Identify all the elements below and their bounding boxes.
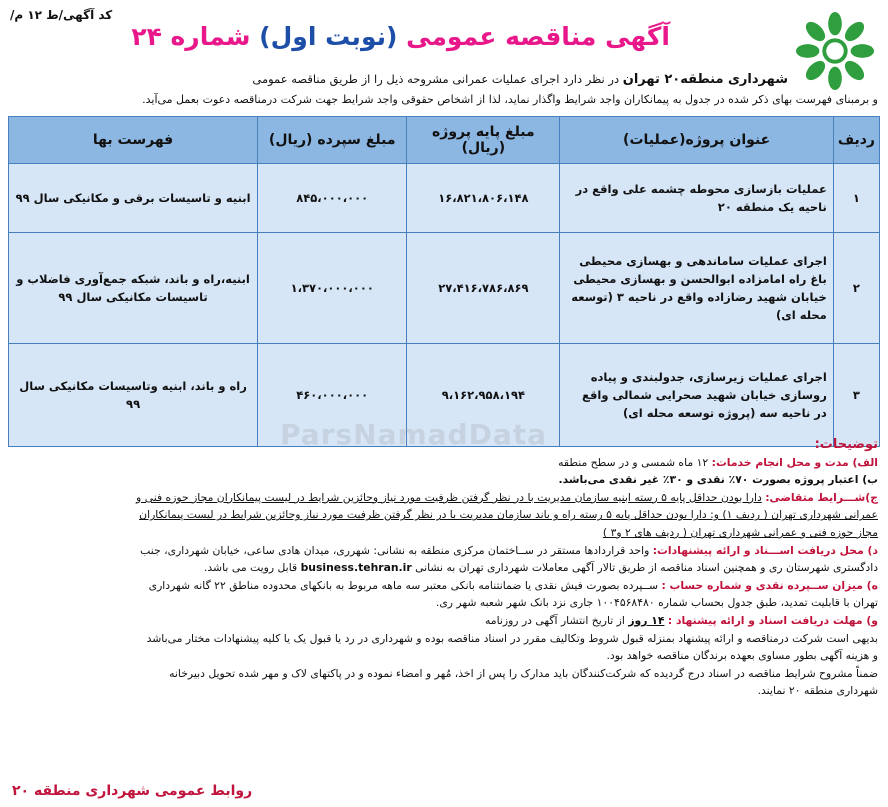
intro-line-1 [8, 70, 788, 89]
table-header-row [9, 117, 880, 164]
note-b: ب) اعتبار پروژه بصورت ۷۰٪ نقدی و ۳۰٪ غیر نقدی می‌باشد. [558, 473, 878, 487]
price-list: ابنیه،راه و باند، شبکه جمع‌آوری فاضلاب و تاسیسات مکانیکی سال ۹۹ [9, 233, 258, 344]
intro-text-1: در نظر دارد اجرای عملیات عمرانی مشروحه ذیل را از طریق مناقصه عمومی [252, 72, 620, 86]
note-e-line-2: تهران با قابلیت تمدید، طبق جدول بحساب شماره ۱۰۰۴۵۶۸۴۸۰ جاری نزد بانک شهر شعبه شهر ری. [435, 596, 878, 610]
deposit-amount: ۸۴۵،۰۰۰،۰۰۰ [258, 164, 407, 233]
note-d-line-2: دادگستری شهرستان ری و همچنین اسناد مناقصه از طریق تالار آگهی معاملات شهرداری تهران به نشانی business.tehran.ir قابل رویت می باشد. [203, 561, 878, 575]
note-c-line-2: عمرانی شهرداری تهران ( ردیف ۱) و: دارا بودن حداقل پایه ۵ رسته راه و باند سازمان مدیریت با در نظر گرفتن ظرفیت مورد نیاز وحائزین شرایط در لیست پیمانکاران [139, 508, 878, 522]
note-g-line-4: شهرداری منطقه ۲۰ نمایند. [757, 684, 878, 698]
ad-code: کد آگهی/ط ۱۲ م/ [10, 8, 113, 22]
watermark: ParsNamadData [280, 418, 547, 451]
note-c-line-3: مجاز حوزه فنی و عمرانی شهرداری تهران ( ردیف های ۲ و۳ ) [602, 525, 878, 539]
project-title: اجرای عملیات ساماندهی و بهسازی محیطی باغ راه امامزاده ابوالحسن و بهسازی محیطی خیابان شهید رضازاده واقع در ناحیه ۳ (توسعه محله ای) [560, 233, 833, 344]
col-header-row-number: ردیف [833, 117, 879, 164]
website-link[interactable]: business.tehran.ir [300, 561, 412, 575]
base-amount: ۹،۱۶۲،۹۵۸،۱۹۴ [407, 344, 560, 447]
note-c-line-1: ج)شـــرایط متقاضی: دارا بودن حداقل پایه ۵ رسته ابنیه سازمان مدیریت با در نظر گرفتن ظرفیت مورد نیاز وحائزین شرایط در لیست پیمانکاران مجاز حوزه فنی و [136, 490, 878, 504]
note-g-line-2: و هزینه آگهی بطور مساوی بعهده برندگان مناقصه خواهد بود. [606, 649, 878, 663]
table-row [9, 233, 880, 344]
footer-signature: روابط عمومی شهرداری منطقه ۲۰ [12, 783, 253, 799]
notes-section [10, 436, 878, 700]
deposit-amount: ۱،۳۷۰،۰۰۰،۰۰۰ [258, 233, 407, 344]
col-header-project-title: عنوان پروژه(عملیات) [560, 117, 833, 164]
note-e-line-1: ه) میزان ســپرده نقدی و شماره حساب : ســپرده بصورت فیش نقدی یا ضمانتنامه بانکی معتبر سه ماهه مربوط به بانکهای محدوده مناطق ۲۲ گانه شهرداری [148, 578, 878, 592]
tehran-municipality-logo-icon [796, 12, 874, 90]
title-round: (نوبت اول) [259, 22, 398, 51]
title-number: شماره ۲۴ [131, 22, 251, 51]
projects-table [8, 116, 880, 447]
intro-org: شهرداری منطقه۲۰ تهران [622, 72, 788, 87]
project-title: عملیات بازسازی محوطه چشمه علی واقع در ناحیه یک منطقه ۲۰ [560, 164, 833, 233]
project-title: اجرای عملیات زیرسازی، جدولبندی و پیاده روسازی خیابان شهید صحرایی شمالی واقع در ناحیه سه (پروژه توسعه محله ای) [560, 344, 833, 447]
title-main: آگهی مناقصه عمومی [406, 22, 670, 51]
price-list: ابنیه و تاسیسات برقی و مکانیکی سال ۹۹ [9, 164, 258, 233]
notes-heading: توضیحات: [814, 437, 878, 452]
note-f: و) مهلت دریافت اسناد و ارائه پیشنهاد : ۱۴ روز از تاریخ انتشار آگهی در روزنامه [485, 613, 878, 627]
row-number: ۲ [833, 233, 879, 344]
note-a: الف) مدت و محل انجام خدمات: ۱۲ ماه شمسی و در سطح منطقه [558, 455, 878, 469]
note-d-line-1: د) محل دریافت اســـناد و ارائه پیشنهادات: واحد قراردادها مستقر در ســاختمان مرکزی منطقه به نشانی: شهرری، میدان هادی ساعی، خیابان شهرداری، جنب [140, 543, 878, 557]
ad-title [131, 22, 670, 51]
col-header-price-list: فهرست بها [9, 117, 258, 164]
note-g-line-3: ضمناً مشروح شرایط مناقصه در اسناد درج گردیده که شرکت‌کنندگان باید مدارک را پس از اخذ، مُهر و امضاء نموده و در پاکتهای لاک و مهر شده تحویل دبیرخانه [169, 666, 878, 680]
table-row [9, 164, 880, 233]
col-header-deposit-amount: مبلغ سپرده (ریال) [258, 117, 407, 164]
intro-line-2: و برمبنای فهرست بهای ذکر شده در جدول به پیمانکاران واجد شرایط واگذار نماید، لذا از اشخاص حقوقی واجد شرایط جهت شرکت درمناقصه دعوت بعمل می‌آید. [142, 93, 878, 106]
deposit-amount: ۴۶۰،۰۰۰،۰۰۰ [258, 344, 407, 447]
row-number: ۳ [833, 344, 879, 447]
base-amount: ۲۷،۴۱۶،۷۸۶،۸۶۹ [407, 233, 560, 344]
col-header-base-amount: مبلغ پایه پروژه (ریال) [407, 117, 560, 164]
row-number: ۱ [833, 164, 879, 233]
note-g-line-1: بدیهی است شرکت درمناقصه و ارائه پیشنهاد بمنزله قبول شروط وتکالیف مقرر در اسناد مناقصه بوده و شهرداری در رد یا قبول یک یا کلیه پیشنهادات مختار می‌باشد [146, 631, 878, 645]
price-list: راه و باند، ابنیه وتاسیسات مکانیکی سال ۹۹ [9, 344, 258, 447]
base-amount: ۱۶،۸۲۱،۸۰۶،۱۴۸ [407, 164, 560, 233]
